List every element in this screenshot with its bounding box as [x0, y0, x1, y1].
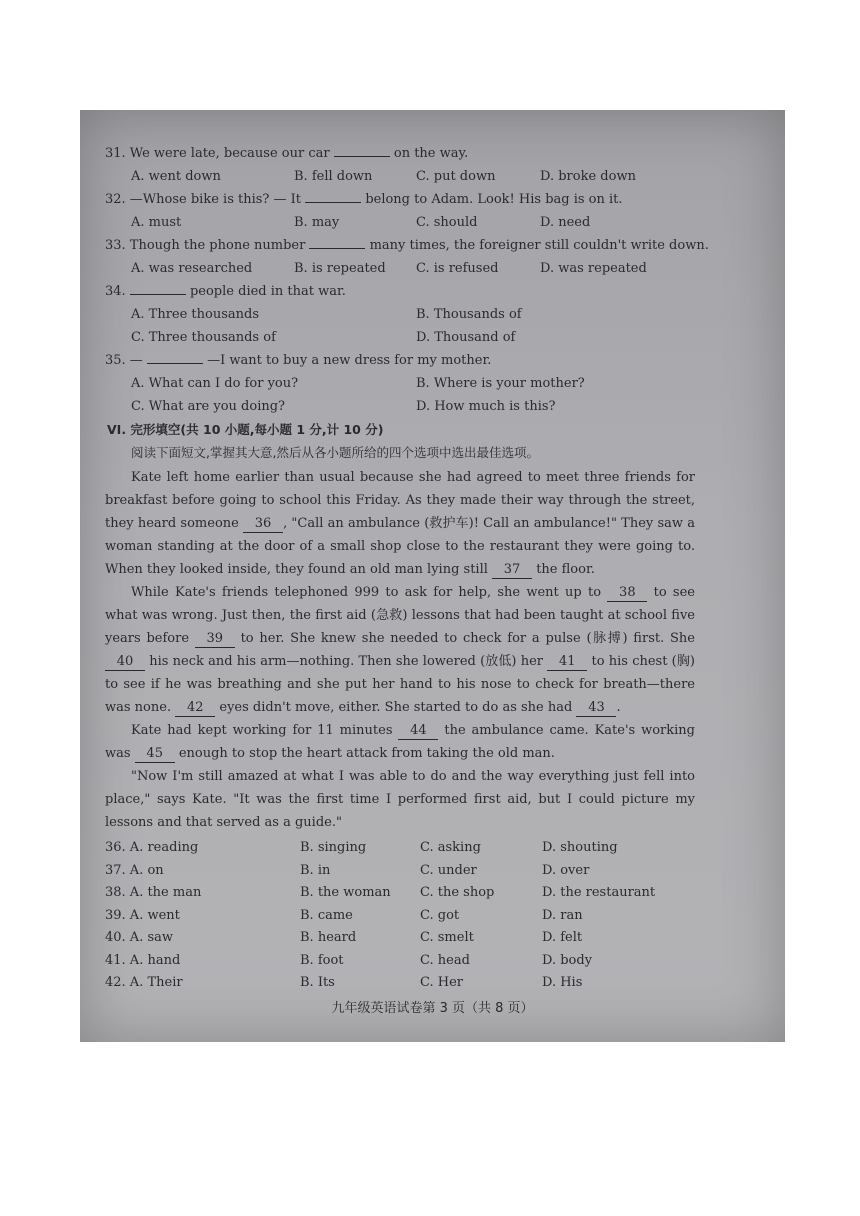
passage-text: to his chest (胸) to see if he was breathing and she put her hand to his nose to check for breath—there was none. [105, 654, 695, 715]
option-a: A. went down [131, 169, 221, 184]
option-d: D. How much is this? [416, 399, 556, 414]
blank-37: 37 [492, 562, 532, 579]
option-b: B. heard [300, 930, 357, 945]
option-a: 36. A. reading [105, 840, 199, 855]
option-b: B. came [300, 907, 353, 923]
passage-text: to her. She knew she needed to check for a pulse (脉搏) first. She [240, 631, 695, 646]
question-stem: 33. Though the phone number [105, 238, 306, 253]
section-instruction: 阅读下面短文,掌握其大意,然后从各小题所给的四个选项中选出最佳选项。 [131, 445, 539, 460]
option-c: C. asking [420, 840, 481, 855]
option-a: 39. A. went [105, 907, 180, 923]
option-a: A. What can I do for you? [131, 376, 299, 391]
option-d: D. felt [542, 930, 583, 945]
option-b: B. in [300, 862, 331, 878]
question-stem-end: —I want to buy a new dress for my mother. [207, 353, 492, 368]
option-c: C. smelt [420, 930, 474, 945]
question-33 [105, 236, 709, 259]
option-b: B. foot [300, 952, 344, 968]
question-stem: 31. We were late, because our car [105, 146, 330, 161]
option-b: B. may [294, 215, 340, 230]
option-b: B. Thousands of [416, 307, 522, 322]
question-31 [105, 144, 705, 167]
blank-36: 36 [243, 516, 283, 533]
passage-text: Kate left home earlier than usual because she had agreed to meet three friends for breakfast before going to school this Friday. As they made their way through the street, they heard someone [105, 470, 695, 531]
option-d: D. body [542, 952, 593, 968]
answer-blank [130, 294, 186, 295]
question-stem-end: many times, the foreigner still couldn't write down. [369, 238, 709, 253]
blank-44: 44 [398, 723, 438, 740]
answer-blank [147, 363, 203, 364]
blank-39: 39 [195, 631, 235, 648]
option-d: D. ran [542, 907, 583, 923]
option-b: B. Its [300, 975, 335, 990]
option-a: 38. A. the man [105, 885, 202, 900]
option-c: C. should [416, 215, 478, 230]
passage-text: While Kate's friends telephoned 999 to ask for help, she went up to [131, 585, 602, 600]
answer-blank [309, 248, 365, 249]
options-34-row2 [105, 328, 705, 351]
option-b: B. is repeated [294, 261, 386, 276]
blank-41: 41 [547, 654, 587, 671]
option-a: 41. A. hand [105, 952, 181, 968]
answer-row-36 [105, 838, 705, 861]
option-a: A. was researched [131, 261, 253, 276]
option-a: 42. A. Their [105, 975, 183, 990]
passage-text: . [616, 700, 621, 715]
blank-38: 38 [607, 585, 647, 602]
blank-43: 43 [576, 700, 616, 717]
option-c: C. got [420, 907, 460, 923]
options-35-row1 [105, 374, 705, 397]
passage-paragraph-1 [105, 466, 695, 581]
question-stem: 34. [105, 284, 126, 299]
option-a: 40. A. saw [105, 930, 174, 945]
question-stem-end: people died in that war. [189, 284, 346, 299]
option-c: C. put down [416, 169, 496, 184]
option-a: A. must [131, 215, 182, 230]
passage-text: , "Call an ambulance (救护车)! Call an ambulance!" They saw a woman standing at the door of a small shop close to the restaurant they were going to. When they looked inside, they found an old man lying still [105, 516, 695, 577]
question-stem: 32. —Whose bike is this? — It [105, 192, 302, 207]
passage-text: eyes didn't move, either. She started to do as she had [219, 700, 573, 715]
option-b: B. fell down [294, 169, 373, 184]
passage-text: "Now I'm still amazed at what I was able to do and the way everything just fell into place," says Kate. "It was the first time I performed first aid, but I could picture my lessons and that served as a guide." [105, 769, 695, 830]
options-32 [105, 213, 705, 236]
question-stem-end: on the way. [393, 146, 469, 161]
option-b: B. Where is your mother? [416, 376, 585, 391]
option-c: C. Three thousands of [131, 330, 276, 345]
question-stem-end: belong to Adam. Look! His bag is on it. [365, 192, 623, 207]
option-d: D. Thousand of [416, 330, 516, 345]
option-a: 37. A. on [105, 862, 164, 878]
option-c: C. Her [420, 975, 463, 990]
option-b: B. singing [300, 840, 367, 855]
page-footer: 九年级英语试卷第 3 页（共 8 页） [331, 1001, 534, 1016]
answer-blank [334, 156, 390, 157]
options-34-row1 [105, 305, 705, 328]
option-a: A. Three thousands [131, 307, 260, 322]
answer-row-39 [105, 906, 705, 929]
passage-paragraph-4 [105, 765, 695, 834]
answer-row-37 [105, 861, 705, 884]
passage-text: Kate had kept working for 11 minutes [131, 723, 393, 738]
option-d: D. shouting [542, 840, 618, 855]
answer-row-41 [105, 951, 705, 974]
option-c: C. under [420, 862, 477, 878]
passage-text: the ambulance came. Kate's working was [105, 723, 695, 761]
question-32 [105, 190, 705, 213]
blank-42: 42 [175, 700, 215, 717]
option-d: D. over [542, 862, 590, 878]
option-d: D. the restaurant [542, 885, 656, 900]
blank-40: 40 [105, 654, 145, 671]
answer-blank [305, 202, 361, 203]
option-c: C. is refused [416, 261, 499, 276]
passage-paragraph-3 [105, 719, 695, 765]
question-34 [105, 282, 705, 305]
options-31 [105, 167, 705, 190]
option-d: D. broke down [540, 169, 636, 184]
blank-45: 45 [135, 746, 175, 763]
answer-options [105, 838, 705, 996]
options-35-row2 [105, 397, 705, 420]
passage-text: to see what was wrong. Just then, the first aid (急救) lessons that had been taught at school five years before [105, 585, 695, 646]
option-c: C. head [420, 952, 470, 968]
options-33 [105, 259, 705, 282]
option-d: D. need [540, 215, 591, 230]
exam-paper-page [80, 110, 785, 1042]
option-c: C. What are you doing? [131, 399, 286, 414]
exam-content [105, 144, 709, 996]
answer-row-40 [105, 928, 705, 951]
passage-text: his neck and his arm—nothing. Then she lowered (放低) her [149, 654, 544, 669]
answer-row-38 [105, 883, 705, 906]
passage-paragraph-2 [105, 581, 695, 719]
question-35 [105, 351, 705, 374]
passage-text: enough to stop the heart attack from taking the old man. [178, 746, 555, 761]
answer-row-42 [105, 973, 705, 996]
section-heading: VI. 完形填空(共 10 小题,每小题 1 分,计 10 分) [107, 422, 384, 437]
option-c: C. the shop [420, 885, 495, 900]
passage-text: the floor. [536, 562, 595, 577]
question-stem: 35. — [105, 353, 143, 368]
option-d: D. His [542, 975, 583, 990]
option-b: B. the woman [300, 885, 391, 900]
option-d: D. was repeated [540, 261, 647, 276]
